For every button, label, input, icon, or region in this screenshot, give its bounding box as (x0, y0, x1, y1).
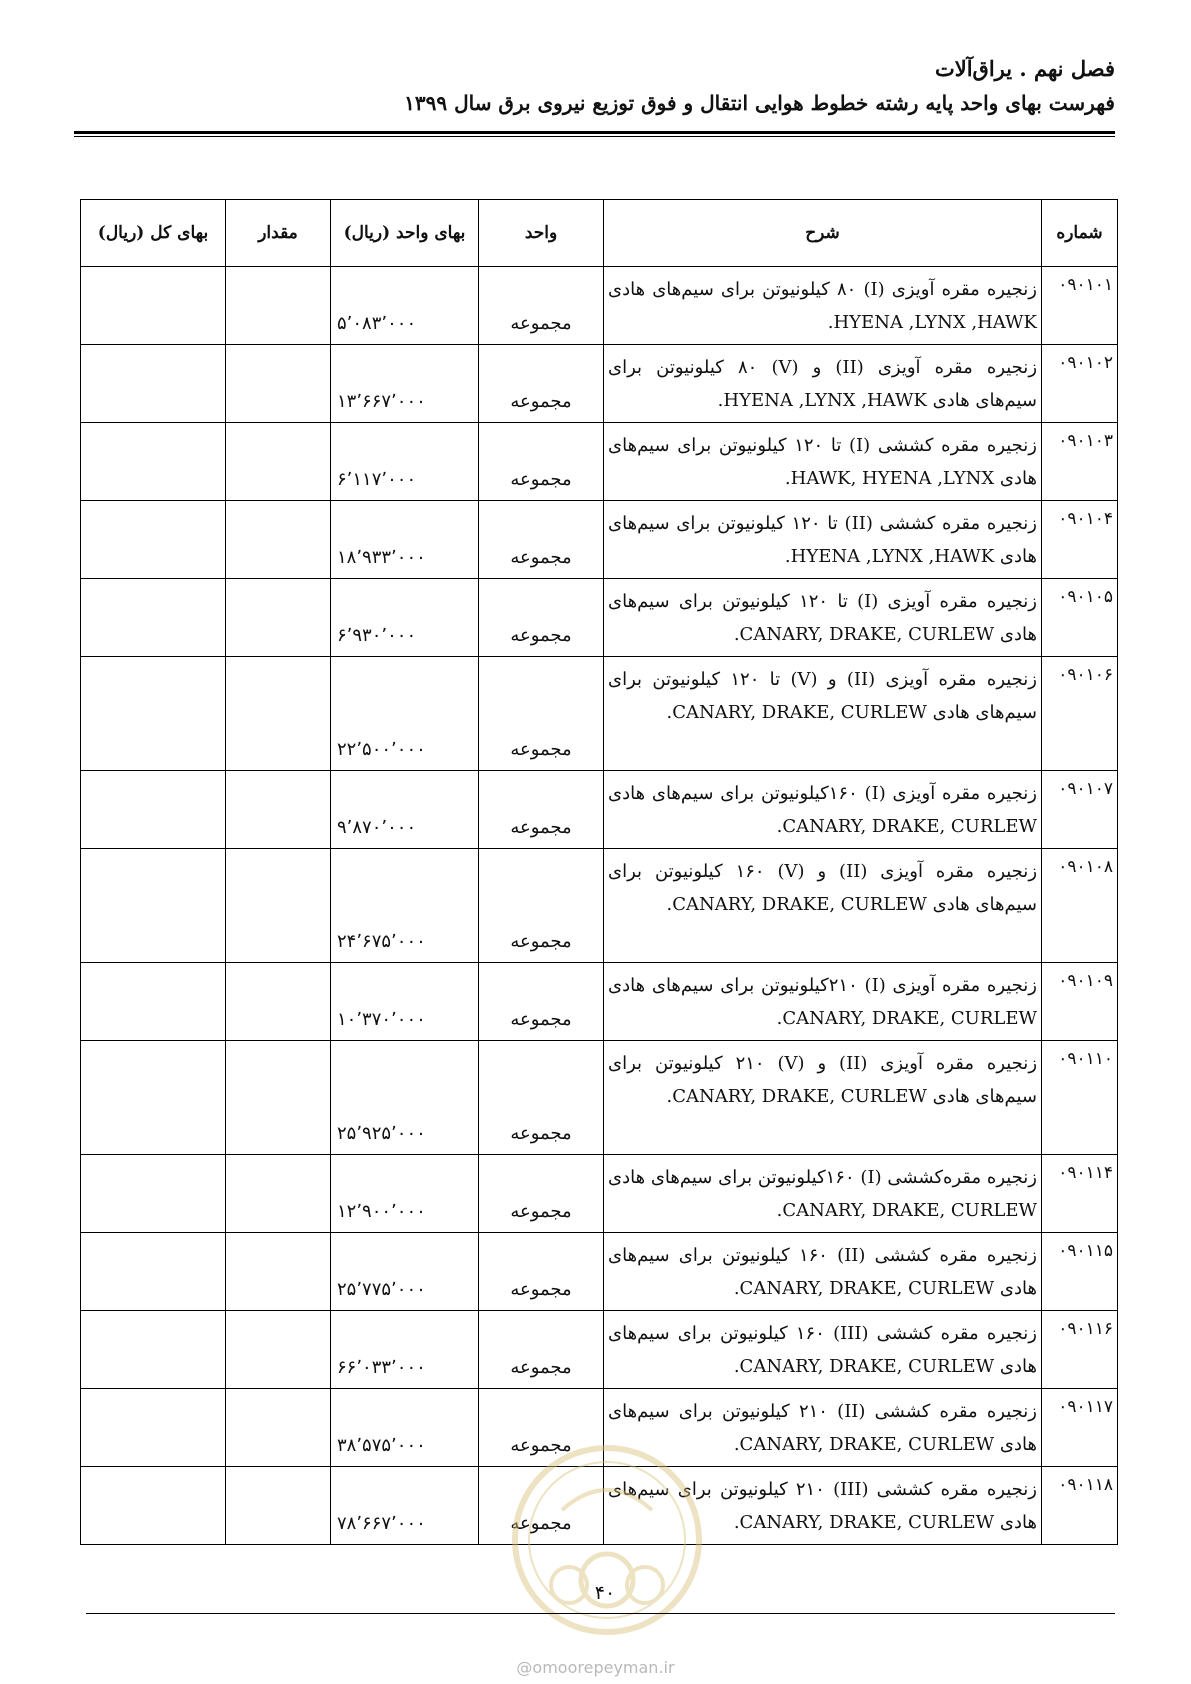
item-quantity (226, 423, 331, 501)
table-row (81, 423, 1118, 501)
item-description: زنجیره مقره کششی (II) ۱۶۰ کیلونیوتن برای سیم‌های هادی CANARY, DRAKE, CURLEW. (604, 1233, 1042, 1311)
item-unit-price: ۶۶٬۰۳۳٬۰۰۰ (331, 1311, 479, 1389)
item-number: ۰۹۰۱۰۴ (1042, 501, 1118, 579)
item-description: زنجیره مقره کششی (II) تا ۱۲۰ کیلونیوتن برای سیم‌های هادی HYENA ,LYNX ,HAWK. (604, 501, 1042, 579)
item-total-price (81, 657, 226, 771)
item-total-price (81, 267, 226, 345)
item-quantity (226, 771, 331, 849)
item-total-price (81, 345, 226, 423)
item-unit: مجموعه (479, 1041, 604, 1155)
column-header-quantity: مقدار (226, 200, 331, 267)
item-description: زنجیره مقره‌کششی (I) ۱۶۰کیلونیوتن برای سیم‌های هادی CANARY, DRAKE, CURLEW. (604, 1155, 1042, 1233)
item-unit: مجموعه (479, 849, 604, 963)
item-total-price (81, 1389, 226, 1467)
item-total-price (81, 579, 226, 657)
item-unit-price: ۱۲٬۹۰۰٬۰۰۰ (331, 1155, 479, 1233)
page-header (74, 54, 1115, 118)
table-row (81, 345, 1118, 423)
item-unit: مجموعه (479, 1233, 604, 1311)
item-quantity (226, 345, 331, 423)
item-quantity (226, 267, 331, 345)
item-unit-price: ۲۲٬۵۰۰٬۰۰۰ (331, 657, 479, 771)
item-number: ۰۹۰۱۱۵ (1042, 1233, 1118, 1311)
item-unit-price: ۲۴٬۶۷۵٬۰۰۰ (331, 849, 479, 963)
item-description: زنجیره مقره کششی (III) ۱۶۰ کیلونیوتن برای سیم‌های هادی CANARY, DRAKE, CURLEW. (604, 1311, 1042, 1389)
chapter-title: فصل نهم . یراق‌آلات (934, 56, 1115, 81)
item-quantity (226, 1467, 331, 1545)
item-quantity (226, 1389, 331, 1467)
item-unit-price: ۱۸٬۹۳۳٬۰۰۰ (331, 501, 479, 579)
item-quantity (226, 849, 331, 963)
item-unit: مجموعه (479, 963, 604, 1041)
table-row (81, 579, 1118, 657)
item-unit: مجموعه (479, 501, 604, 579)
item-description: زنجیره مقره آویزی (I) ۸۰ کیلونیوتن برای سیم‌های هادی HYENA ,LYNX ,HAWK. (604, 267, 1042, 345)
item-total-price (81, 1041, 226, 1155)
item-total-price (81, 1311, 226, 1389)
item-number: ۰۹۰۱۰۶ (1042, 657, 1118, 771)
column-header-number: شماره (1042, 200, 1118, 267)
item-quantity (226, 1233, 331, 1311)
column-header-total-price: بهای کل (ریال) (81, 200, 226, 267)
table-row (81, 1233, 1118, 1311)
item-number: ۰۹۰۱۱۰ (1042, 1041, 1118, 1155)
item-description: زنجیره مقره آویزی (II) و (V) ۸۰ کیلونیوتن برای سیم‌های هادی HYENA ,LYNX ,HAWK. (604, 345, 1042, 423)
item-unit-price: ۲۵٬۷۷۵٬۰۰۰ (331, 1233, 479, 1311)
item-quantity (226, 657, 331, 771)
footer-rule (86, 1613, 1115, 1614)
item-quantity (226, 1041, 331, 1155)
table-row (81, 1311, 1118, 1389)
item-unit: مجموعه (479, 345, 604, 423)
header-rule-thin (74, 136, 1115, 137)
header-rule (74, 131, 1115, 134)
watermark-site: @omoorepeyman.ir (516, 1658, 675, 1677)
item-unit: مجموعه (479, 771, 604, 849)
table-row (81, 1155, 1118, 1233)
item-number: ۰۹۰۱۱۸ (1042, 1467, 1118, 1545)
item-unit-price: ۱۰٬۳۷۰٬۰۰۰ (331, 963, 479, 1041)
item-description: زنجیره مقره کششی (II) ۲۱۰ کیلونیوتن برای سیم‌های هادی CANARY, DRAKE, CURLEW. (604, 1389, 1042, 1467)
item-total-price (81, 501, 226, 579)
item-total-price (81, 963, 226, 1041)
item-unit: مجموعه (479, 657, 604, 771)
page-number: ۴۰ (594, 1582, 616, 1604)
table-row (81, 1041, 1118, 1155)
item-description: زنجیره مقره آویزی (II) و (V) تا ۱۲۰ کیلونیوتن برای سیم‌های هادی CANARY, DRAKE, CURLEW. (604, 657, 1042, 771)
item-description: زنجیره مقره آویزی (II) و (V) ۲۱۰ کیلونیوتن برای سیم‌های هادی CANARY, DRAKE, CURLEW. (604, 1041, 1042, 1155)
item-description: زنجیره مقره آویزی (I) تا ۱۲۰ کیلونیوتن برای سیم‌های هادی CANARY, DRAKE, CURLEW. (604, 579, 1042, 657)
column-header-unit-price: بهای واحد (ریال) (331, 200, 479, 267)
table-row (81, 963, 1118, 1041)
item-unit: مجموعه (479, 267, 604, 345)
item-total-price (81, 1155, 226, 1233)
item-description: زنجیره مقره آویزی (I) ۲۱۰کیلونیوتن برای سیم‌های هادی CANARY, DRAKE, CURLEW. (604, 963, 1042, 1041)
item-number: ۰۹۰۱۰۸ (1042, 849, 1118, 963)
item-number: ۰۹۰۱۱۷ (1042, 1389, 1118, 1467)
item-quantity (226, 501, 331, 579)
item-unit-price: ۲۵٬۹۲۵٬۰۰۰ (331, 1041, 479, 1155)
item-description: زنجیره مقره آویزی (I) ۱۶۰کیلونیوتن برای سیم‌های هادی CANARY, DRAKE, CURLEW. (604, 771, 1042, 849)
table-row (81, 849, 1118, 963)
item-unit-price: ۳۸٬۵۷۵٬۰۰۰ (331, 1389, 479, 1467)
item-unit: مجموعه (479, 1467, 604, 1545)
item-number: ۰۹۰۱۰۱ (1042, 267, 1118, 345)
item-quantity (226, 1311, 331, 1389)
item-quantity (226, 1155, 331, 1233)
item-quantity (226, 963, 331, 1041)
item-unit-price: ۱۳٬۶۶۷٬۰۰۰ (331, 345, 479, 423)
item-unit: مجموعه (479, 1389, 604, 1467)
item-total-price (81, 849, 226, 963)
item-unit-price: ۶٬۱۱۷٬۰۰۰ (331, 423, 479, 501)
item-total-price (81, 1233, 226, 1311)
table-row (81, 657, 1118, 771)
item-number: ۰۹۰۱۱۴ (1042, 1155, 1118, 1233)
item-description: زنجیره مقره آویزی (II) و (V) ۱۶۰ کیلونیوتن برای سیم‌های هادی CANARY, DRAKE, CURLEW. (604, 849, 1042, 963)
table-header-row (81, 200, 1118, 267)
item-unit-price: ۷۸٬۶۶۷٬۰۰۰ (331, 1467, 479, 1545)
item-total-price (81, 771, 226, 849)
price-list-table (80, 199, 1118, 1545)
item-unit: مجموعه (479, 423, 604, 501)
item-unit: مجموعه (479, 579, 604, 657)
item-description: زنجیره مقره کششی (III) ۲۱۰ کیلونیوتن برای سیم‌های هادی CANARY, DRAKE, CURLEW. (604, 1467, 1042, 1545)
item-unit: مجموعه (479, 1311, 604, 1389)
item-number: ۰۹۰۱۰۳ (1042, 423, 1118, 501)
table-row (81, 771, 1118, 849)
item-unit-price: ۹٬۸۷۰٬۰۰۰ (331, 771, 479, 849)
item-description: زنجیره مقره کششی (I) تا ۱۲۰ کیلونیوتن برای سیم‌های هادی HAWK, HYENA ,LYNX. (604, 423, 1042, 501)
column-header-unit: واحد (479, 200, 604, 267)
watermark-seal-icon (507, 1440, 707, 1640)
item-unit-price: ۶٬۹۳۰٬۰۰۰ (331, 579, 479, 657)
item-number: ۰۹۰۱۱۶ (1042, 1311, 1118, 1389)
item-quantity (226, 579, 331, 657)
item-number: ۰۹۰۱۰۲ (1042, 345, 1118, 423)
document-title: فهرست بهای واحد پایه رشته خطوط هوایی انتقال و فوق توزیع نیروی برق سال ۱۳۹۹ (404, 91, 1115, 115)
item-number: ۰۹۰۱۰۷ (1042, 771, 1118, 849)
item-total-price (81, 423, 226, 501)
column-header-description: شرح (604, 200, 1042, 267)
item-number: ۰۹۰۱۰۵ (1042, 579, 1118, 657)
table-row (81, 501, 1118, 579)
item-total-price (81, 1467, 226, 1545)
item-unit: مجموعه (479, 1155, 604, 1233)
table-row (81, 267, 1118, 345)
item-number: ۰۹۰۱۰۹ (1042, 963, 1118, 1041)
item-unit-price: ۵٬۰۸۳٬۰۰۰ (331, 267, 479, 345)
